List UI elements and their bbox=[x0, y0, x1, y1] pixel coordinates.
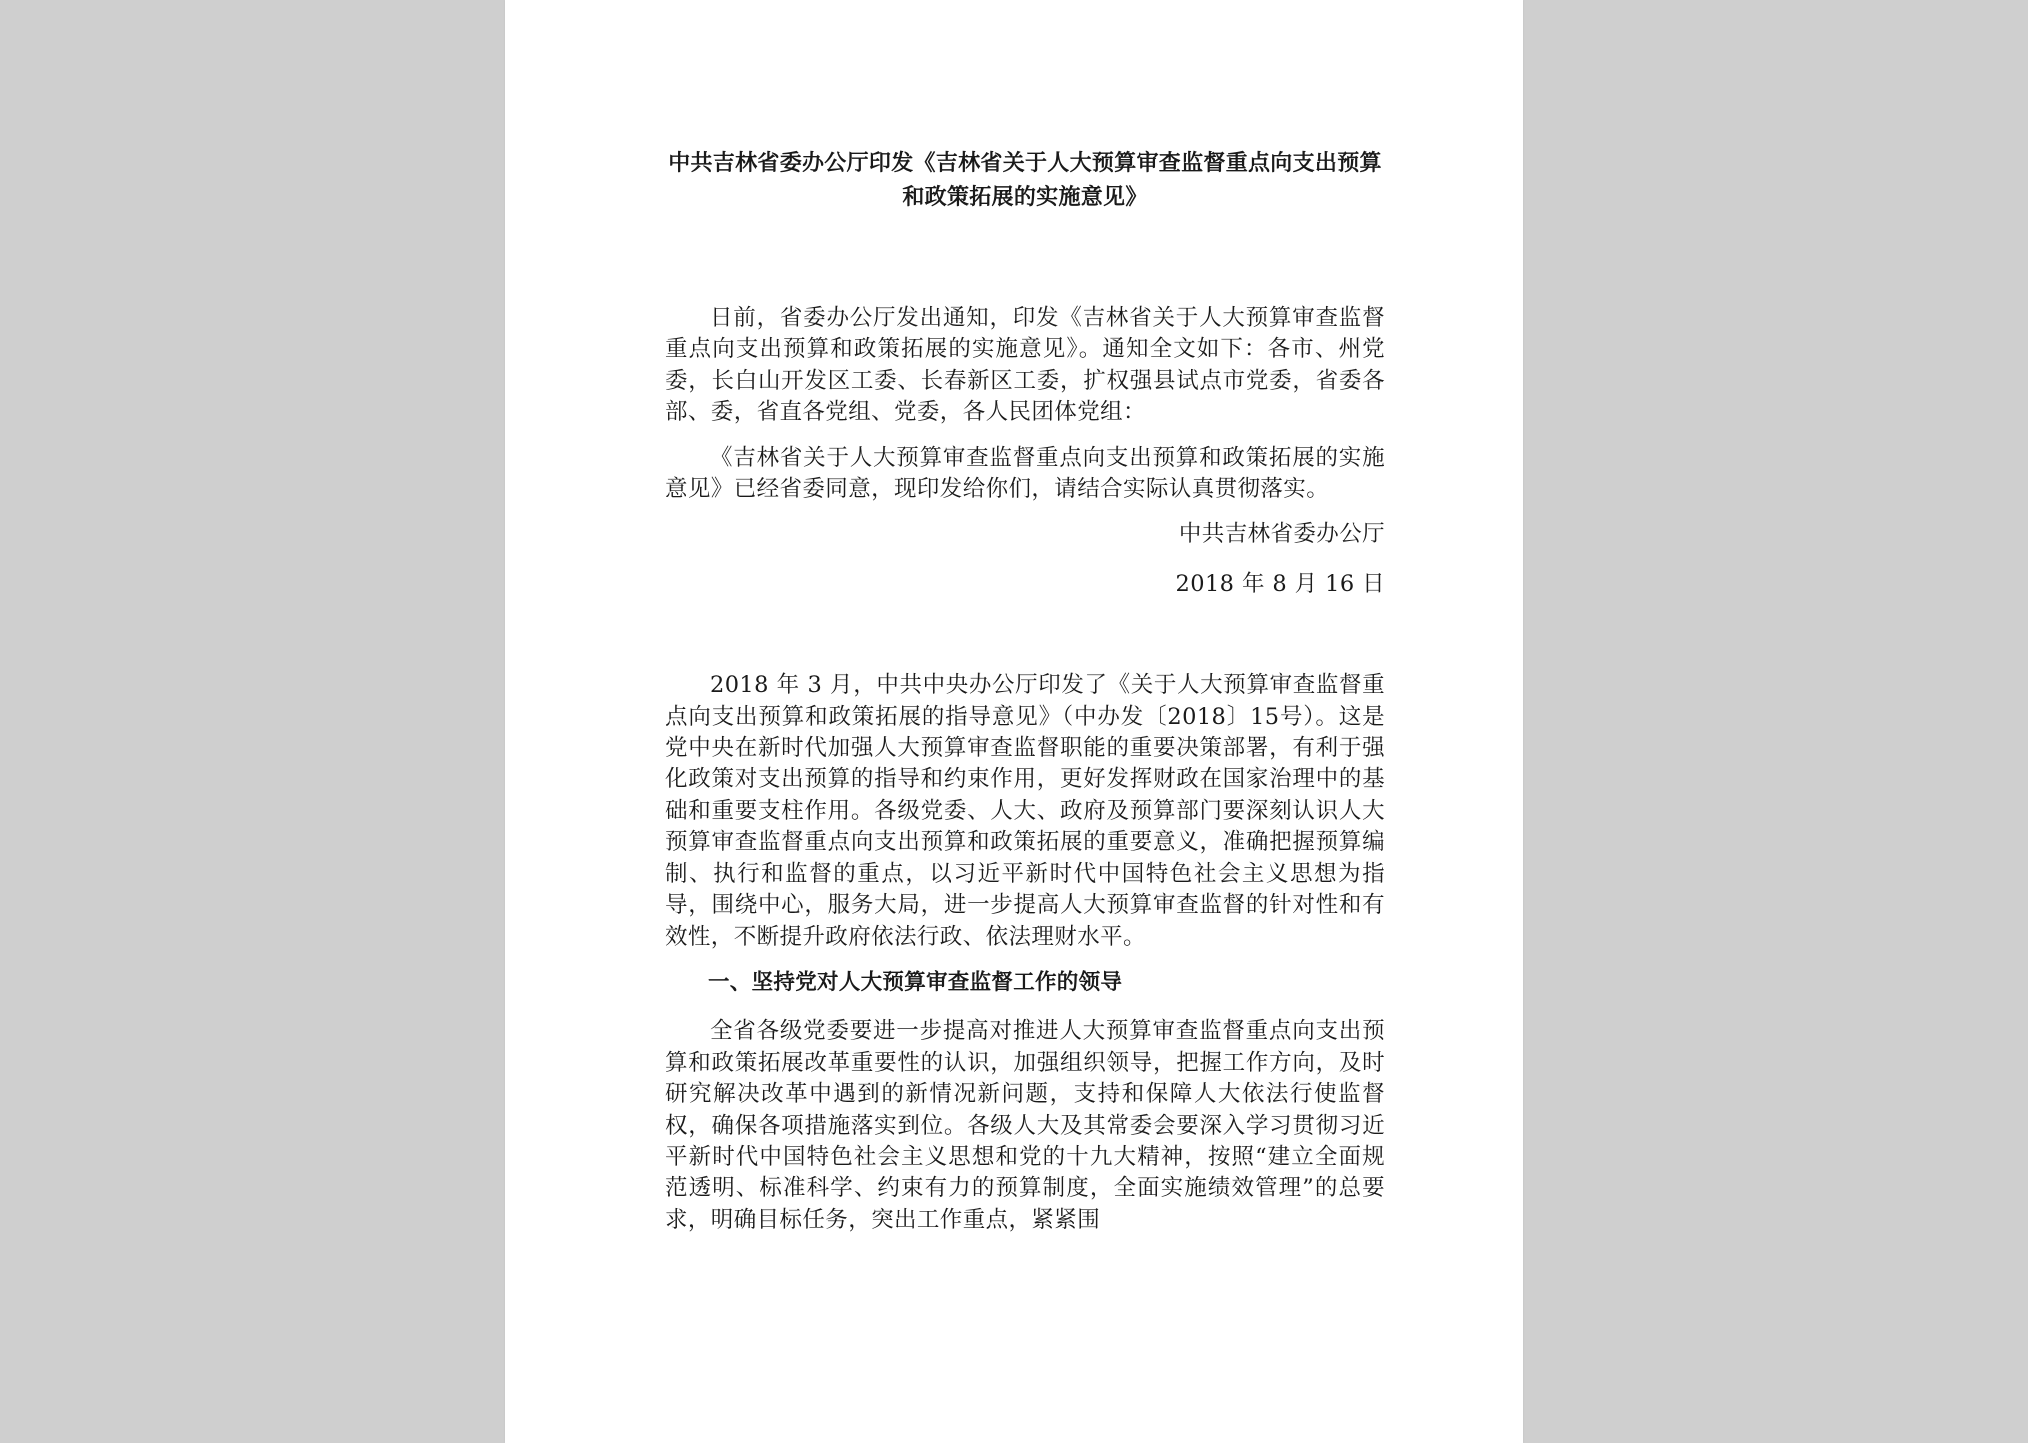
paragraph-section-1: 全省各级党委要进一步提高对推进人大预算审查监督重点向支出预算和政策拓展改革重要性的认识，加强组织领导，把握工作方向，及时研究解决改革中遇到的新情况新问题，支持和保障人大依法行使监督权，确保各项措施落实到位。各级人大及其常委会要深入学习贯彻习近平新时代中国特色社会主义思想和党的十九大精神，按照“建立全面规范透明、标准科学、约束有力的预算制度，全面实施绩效管理”的总要求，明确目标任务，突出工作重点，紧紧围 bbox=[665, 1018, 1385, 1233]
section-heading-1: 一、坚持党对人大预算审查监督工作的领导 bbox=[708, 969, 1123, 995]
signature-date: 2018 年 8 月 16 日 bbox=[1175, 570, 1385, 597]
document-title: 中共吉林省委办公厅印发《吉林省关于人大预算审查监督重点向支出预算和政策拓展的实施意见》 bbox=[668, 151, 1382, 210]
page-content bbox=[665, 147, 1385, 1250]
paragraph-instruction: 《吉林省关于人大预算审查监督重点向支出预算和政策拓展的实施意见》已经省委同意，现印发给你们，请结合实际认真贯彻落实。 bbox=[665, 444, 1385, 503]
signature-organization: 中共吉林省委办公厅 bbox=[1178, 521, 1385, 548]
paragraph-notice: 日前，省委办公厅发出通知，印发《吉林省关于人大预算审查监督重点向支出预算和政策拓展的实施意见》。通知全文如下：各市、州党委，长白山开发区工委、长春新区工委，扩权强县试点市党委，省委各部、委，省直各党组、党委，各人民团体党组： bbox=[665, 305, 1385, 426]
document-page bbox=[505, 0, 1523, 1443]
paragraph-background: 2018 年 3 月，中共中央办公厅印发了《关于人大预算审查监督重点向支出预算和政策拓展的指导意见》（中办发〔2018〕15号）。这是党中央在新时代加强人大预算审查监督职能的重要决策部署，有利于强化政策对支出预算的指导和约束作用，更好发挥财政在国家治理中的基础和重要支柱作用。各级党委、人大、政府及预算部门要深刻认识人大预算审查监督重点向支出预算和政策拓展的重要意义，准确把握预算编制、执行和监督的重点，以习近平新时代中国特色社会主义思想为指导，围绕中心，服务大局，进一步提高人大预算审查监督的针对性和有效性，不断提升政府依法行政、依法理财水平。 bbox=[665, 672, 1385, 950]
